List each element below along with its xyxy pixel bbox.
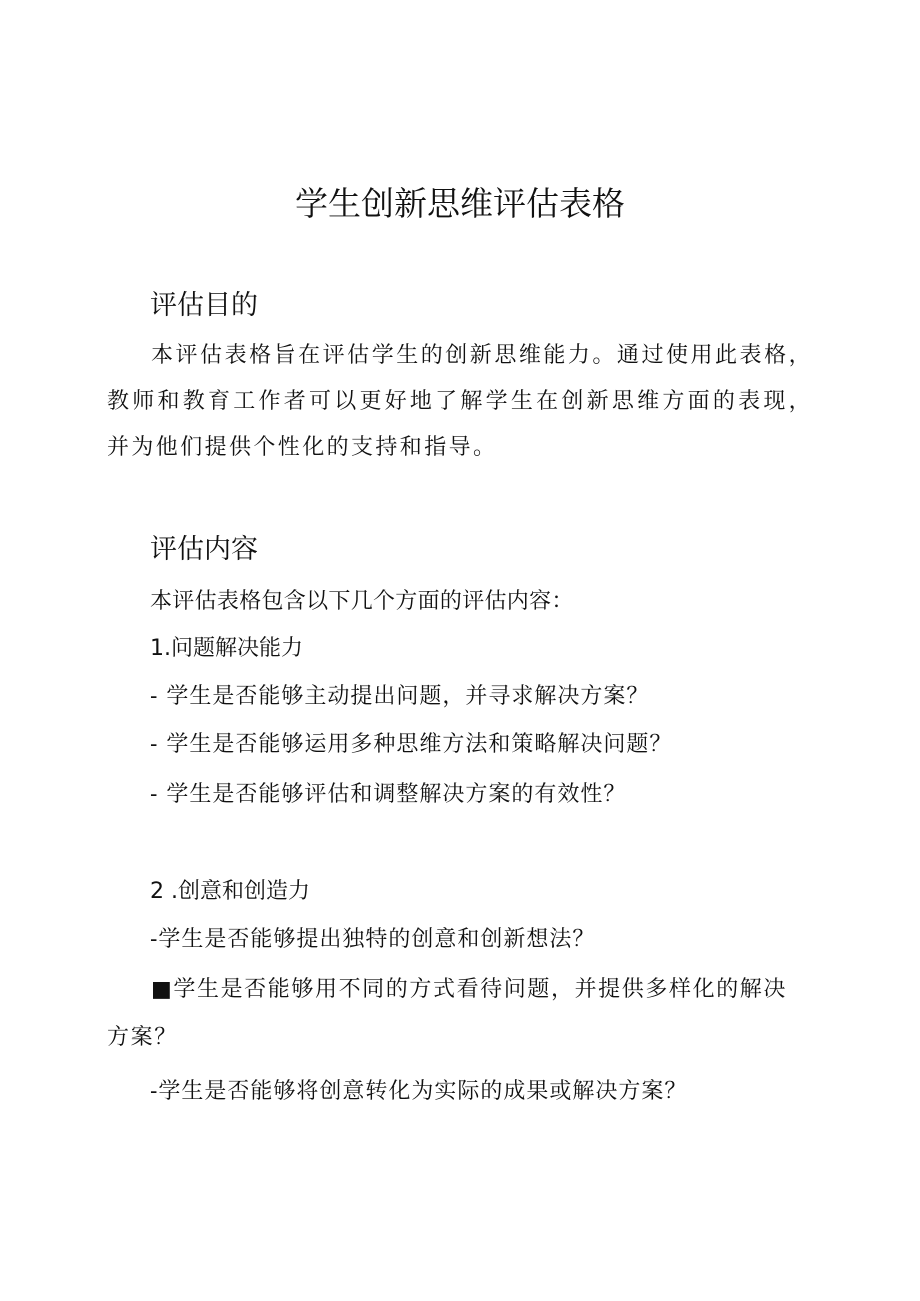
section1-heading: 1.问题解决能力 xyxy=(150,636,303,661)
content-intro: 本评估表格包含以下几个方面的评估内容： xyxy=(150,589,574,614)
list-item: ■学生是否能够用不同的方式看待问题，并提供多样化的解决方案？ xyxy=(107,977,787,1050)
page-title: 学生创新思维评估表格 xyxy=(295,184,625,223)
list-item: - 学生是否能够评估和调整解决方案的有效性？ xyxy=(150,782,627,807)
list-item: -学生是否能够将创意转化为实际的成果或解决方案？ xyxy=(150,1079,688,1104)
content-heading: 评估内容 xyxy=(150,534,258,565)
purpose-heading: 评估目的 xyxy=(150,290,258,321)
list-item: - 学生是否能够主动提出问题，并寻求解决方案？ xyxy=(150,684,650,709)
section2-heading: 2 .创意和创造力 xyxy=(150,879,310,904)
list-item: - 学生是否能够运用多种思维方法和策略解决问题？ xyxy=(150,732,673,757)
list-item: -学生是否能够提出独特的创意和创新想法？ xyxy=(150,927,596,952)
purpose-paragraph: 本评估表格旨在评估学生的创新思维能力。通过使用此表格，教师和教育工作者可以更好地了解学生在创新思维方面的表现，并为他们提供个性化的支持和指导。 xyxy=(107,343,813,460)
